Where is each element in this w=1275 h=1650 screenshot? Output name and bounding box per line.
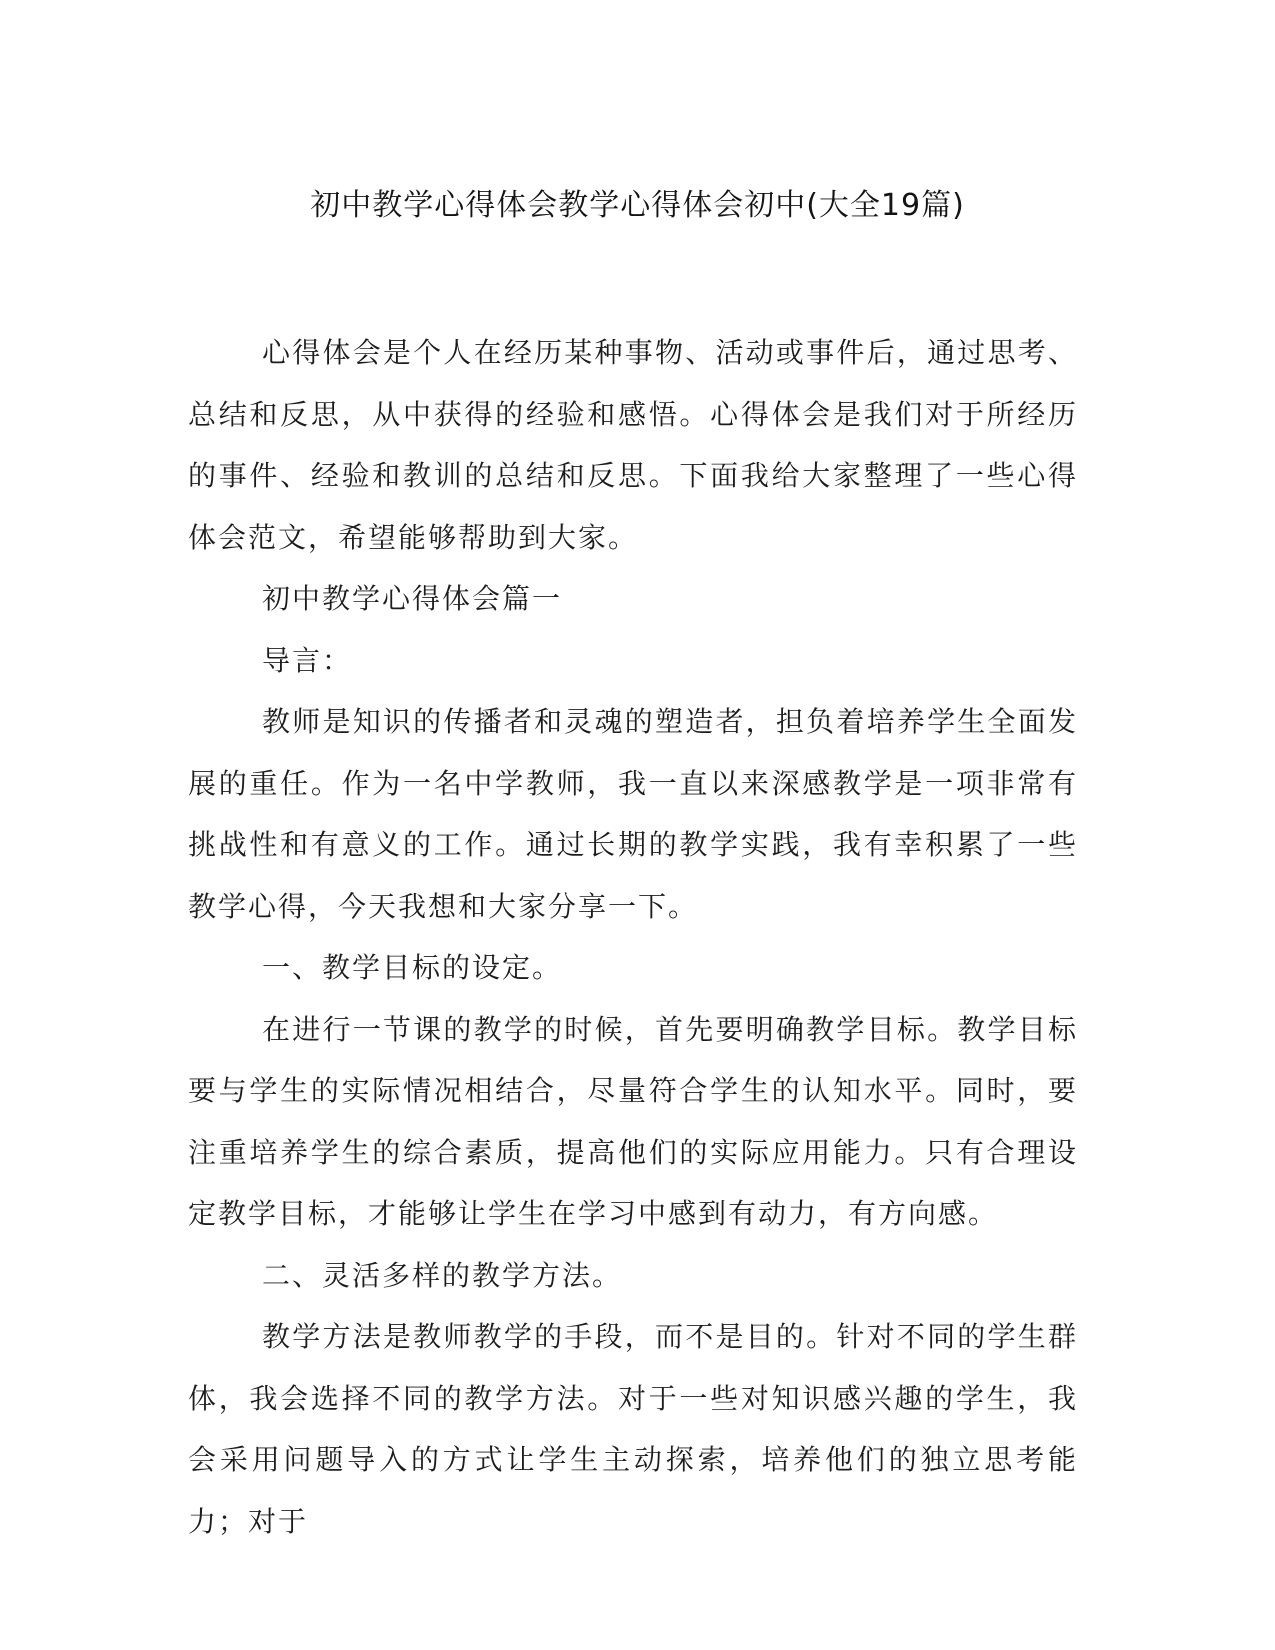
section-heading: 初中教学心得体会篇一 bbox=[262, 582, 563, 615]
body-paragraph: 在进行一节课的教学的时候，首先要明确教学目标。教学目标要与学生的实际情况相结合，尽量符合学生的认知水平。同时，要注重培养学生的综合素质，提高他们的实际应用能力。只有合理设定教学目标，才能够让学生在学习中感到有动力，有方向感。 bbox=[188, 1012, 1078, 1230]
body-paragraph: 教师是知识的传播者和灵魂的塑造者，担负着培养学生全面发展的重任。作为一名中学教师，我一直以来深感教学是一项非常有挑战性和有意义的工作。通过长期的教学实践，我有幸积累了一些教学心得，今天我想和大家分享一下。 bbox=[188, 705, 1078, 923]
body-paragraph: 教学方法是教师教学的手段，而不是目的。针对不同的学生群体，我会选择不同的教学方法。对于一些对知识感兴趣的学生，我会采用问题导入的方式让学生主动探索，培养他们的独立思考能力；对于 bbox=[188, 1320, 1078, 1538]
point-heading-2: 二、灵活多样的教学方法。 bbox=[262, 1258, 623, 1292]
document-title: 初中教学心得体会教学心得体会初中(大全19篇) bbox=[310, 188, 965, 223]
document-body bbox=[188, 322, 1078, 1552]
subheading-preface: 导言： bbox=[262, 643, 353, 677]
point-heading-1: 一、教学目标的设定。 bbox=[262, 951, 563, 984]
intro-paragraph: 心得体会是个人在经历某种事物、活动或事件后，通过思考、总结和反思，从中获得的经验和感悟。心得体会是我们对于所经历的事件、经验和教训的总结和反思。下面我给大家整理了一些心得体会范文，希望能够帮助到大家。 bbox=[188, 336, 1078, 554]
